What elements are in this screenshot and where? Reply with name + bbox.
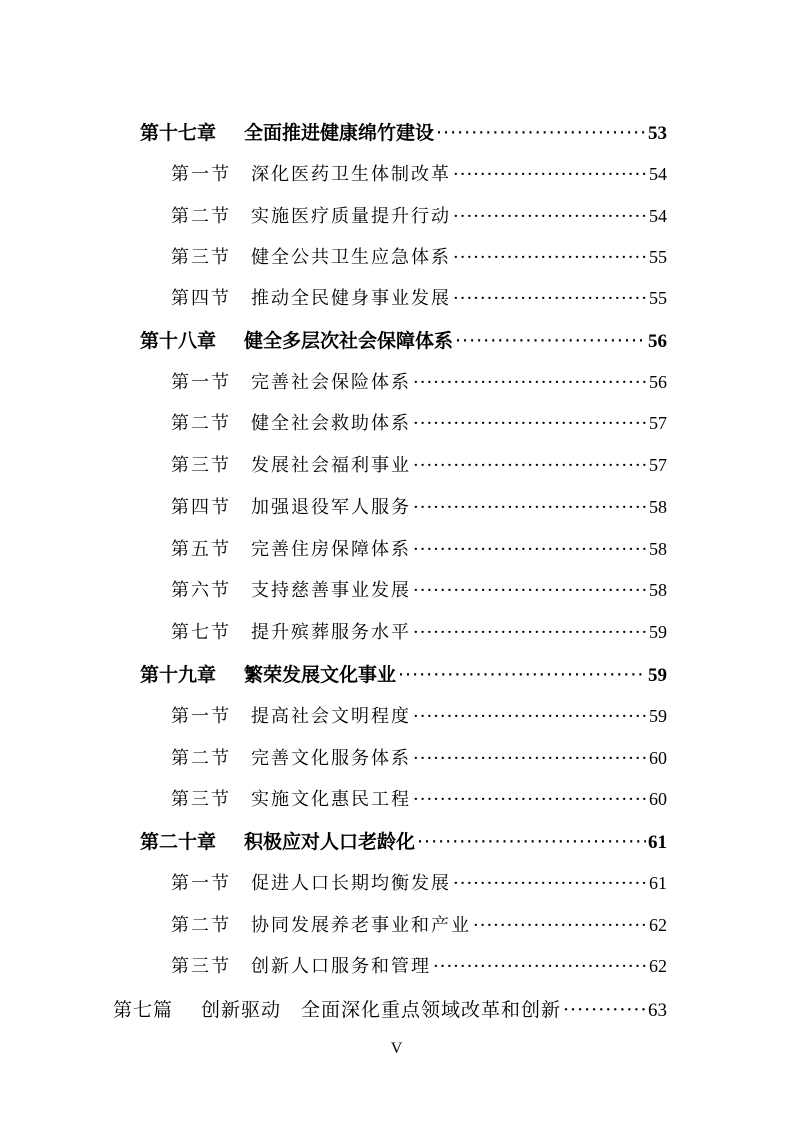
toc-section-entry[interactable] xyxy=(171,243,667,273)
dot-leader xyxy=(413,789,647,810)
page-number: 63 xyxy=(648,1000,667,1021)
page-number: 53 xyxy=(648,123,667,144)
page-number: 54 xyxy=(649,206,667,226)
chapter-title: 健全多层次社会保障体系 xyxy=(244,330,454,352)
section-title: 推动全民健身事业发展 xyxy=(251,288,451,309)
toc-chapter-entry[interactable] xyxy=(140,118,667,148)
dot-leader xyxy=(436,122,646,144)
section-label: 第一节 xyxy=(171,372,231,393)
chapter-label: 第十九章 xyxy=(140,664,217,686)
toc-section-entry[interactable] xyxy=(171,618,667,648)
toc-section-entry[interactable] xyxy=(171,952,667,982)
section-title: 完善社会保险体系 xyxy=(251,372,411,393)
part-label: 第七篇 xyxy=(113,999,174,1021)
section-title: 健全公共卫生应急体系 xyxy=(251,247,451,268)
section-title: 实施文化惠民工程 xyxy=(251,789,411,810)
page-number: 61 xyxy=(649,873,667,893)
section-title: 加强退役军人服务 xyxy=(251,497,411,518)
page-number: 57 xyxy=(649,413,667,433)
section-label: 第七节 xyxy=(171,622,231,643)
section-label: 第三节 xyxy=(171,789,231,810)
toc-section-entry[interactable] xyxy=(171,451,667,481)
chapter-label: 第十八章 xyxy=(140,330,217,352)
section-label: 第三节 xyxy=(171,247,231,268)
dot-leader xyxy=(398,664,646,686)
page-number: 57 xyxy=(649,455,667,475)
section-title: 提高社会文明程度 xyxy=(251,706,411,727)
section-label: 第六节 xyxy=(171,580,231,601)
toc-section-entry[interactable] xyxy=(171,368,667,398)
section-label: 第二节 xyxy=(171,915,231,936)
chapter-title: 积极应对人口老龄化 xyxy=(244,831,416,853)
dot-leader xyxy=(413,706,647,727)
page-number: 58 xyxy=(649,580,667,600)
page-number: 54 xyxy=(649,164,667,184)
toc-chapter-entry[interactable] xyxy=(140,326,667,356)
page-number: 62 xyxy=(649,915,667,935)
dot-leader xyxy=(413,748,647,769)
page-number: 60 xyxy=(649,789,667,809)
chapter-title: 全面推进健康绵竹建设 xyxy=(244,122,435,144)
toc-chapter-entry[interactable] xyxy=(140,827,667,857)
section-title: 实施医疗质量提升行动 xyxy=(251,206,451,227)
page-number: 56 xyxy=(648,331,667,352)
section-label: 第二节 xyxy=(171,413,231,434)
dot-leader xyxy=(413,413,647,434)
dot-leader xyxy=(433,956,647,977)
section-label: 第二节 xyxy=(171,206,231,227)
section-title: 创新人口服务和管理 xyxy=(251,956,431,977)
dot-leader xyxy=(453,288,647,309)
dot-leader xyxy=(453,164,647,185)
page-number: 59 xyxy=(648,665,667,686)
section-title: 完善文化服务体系 xyxy=(251,748,411,769)
section-label: 第一节 xyxy=(171,706,231,727)
section-label: 第一节 xyxy=(171,164,231,185)
section-label: 第一节 xyxy=(171,873,231,894)
dot-leader xyxy=(563,999,646,1021)
section-title: 深化医药卫生体制改革 xyxy=(251,164,451,185)
dot-leader xyxy=(413,497,647,518)
dot-leader xyxy=(453,247,647,268)
page-number: 58 xyxy=(649,539,667,559)
page-number: 60 xyxy=(649,748,667,768)
section-title: 完善住房保障体系 xyxy=(251,539,411,560)
toc-section-entry[interactable] xyxy=(171,284,667,314)
page-number: 61 xyxy=(648,832,667,853)
section-title: 发展社会福利事业 xyxy=(251,455,411,476)
toc-section-entry[interactable] xyxy=(171,409,667,439)
chapter-title: 繁荣发展文化事业 xyxy=(244,664,397,686)
page-number: 55 xyxy=(649,247,667,267)
toc-chapter-entry[interactable] xyxy=(140,660,667,690)
section-title: 提升殡葬服务水平 xyxy=(251,622,411,643)
toc-section-entry[interactable] xyxy=(171,493,667,523)
dot-leader xyxy=(413,539,647,560)
dot-leader xyxy=(413,455,647,476)
dot-leader xyxy=(413,580,647,601)
toc-section-entry[interactable] xyxy=(171,785,667,815)
toc-section-entry[interactable] xyxy=(171,202,667,232)
toc-section-entry[interactable] xyxy=(171,702,667,732)
toc-part-entry[interactable] xyxy=(113,995,667,1025)
toc-section-entry[interactable] xyxy=(171,869,667,899)
page-number: 59 xyxy=(649,622,667,642)
section-label: 第四节 xyxy=(171,497,231,518)
section-label: 第五节 xyxy=(171,539,231,560)
section-label: 第三节 xyxy=(171,956,231,977)
footer-page-number: V xyxy=(390,1040,403,1057)
dot-leader xyxy=(473,915,647,936)
page-number: 56 xyxy=(649,372,667,392)
dot-leader xyxy=(417,831,646,853)
section-title: 协同发展养老事业和产业 xyxy=(251,915,471,936)
chapter-label: 第二十章 xyxy=(140,831,217,853)
page-number: 58 xyxy=(649,497,667,517)
dot-leader xyxy=(413,372,647,393)
section-title: 健全社会救助体系 xyxy=(251,413,411,434)
dot-leader xyxy=(453,873,647,894)
section-label: 第二节 xyxy=(171,748,231,769)
page-number: 59 xyxy=(649,706,667,726)
dot-leader xyxy=(455,330,646,352)
toc-section-entry[interactable] xyxy=(171,911,667,941)
dot-leader xyxy=(413,622,647,643)
section-title: 支持慈善事业发展 xyxy=(251,580,411,601)
section-label: 第四节 xyxy=(171,288,231,309)
part-title: 创新驱动 全面深化重点领域改革和创新 xyxy=(201,999,562,1021)
section-label: 第三节 xyxy=(171,455,231,476)
section-title: 促进人口长期均衡发展 xyxy=(251,873,451,894)
toc-section-entry[interactable] xyxy=(171,535,667,565)
chapter-label: 第十七章 xyxy=(140,122,217,144)
dot-leader xyxy=(453,206,647,227)
toc-section-entry[interactable] xyxy=(171,744,667,774)
page-number: 55 xyxy=(649,288,667,308)
page-number: 62 xyxy=(649,956,667,976)
toc-section-entry[interactable] xyxy=(171,160,667,190)
toc-section-entry[interactable] xyxy=(171,576,667,606)
